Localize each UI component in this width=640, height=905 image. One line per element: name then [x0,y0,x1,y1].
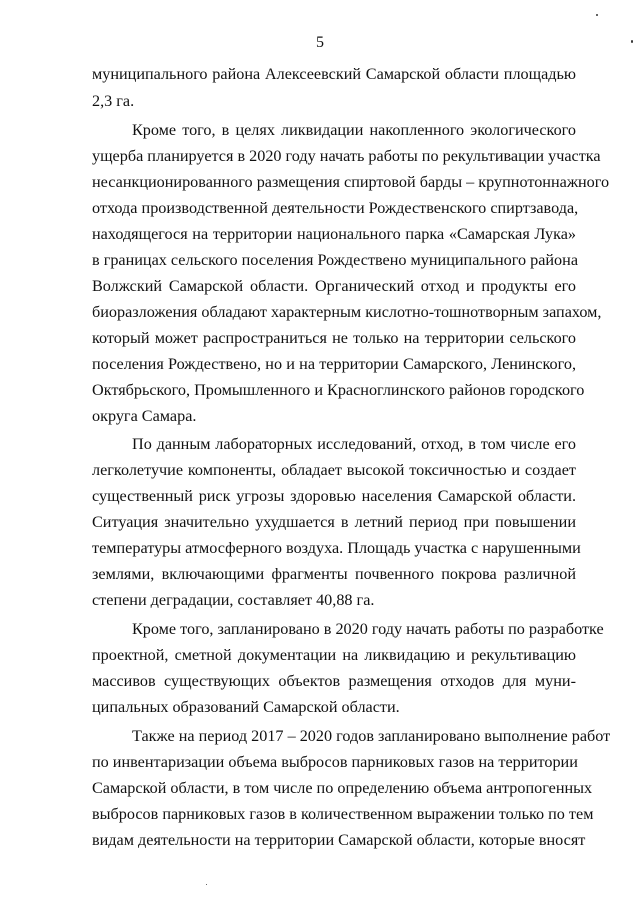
scan-speck [206,884,207,885]
text-line: степени деградации, составляет 40,88 га. [92,591,375,609]
page-number: 5 [316,34,324,51]
text-line: массивов существующих объектов размещения отходов для муни- [92,672,576,690]
text-line: округа Самара. [92,407,197,425]
paragraph-first-line: Также на период 2017 – 2020 годов запланировано выполнение работ [132,727,611,745]
text-line: поселения Рождествено, но и на территории Самарского, Ленинского, [92,355,576,373]
text-line: ципальных образований Самарской области. [92,698,400,716]
text-line: легколетучие компоненты, обладает высокой токсичностью и создает [92,461,576,479]
text-line: находящегося на территории национального парка «Самарская Лука» [92,225,576,243]
text-line: землями, включающими фрагменты почвенного покрова различной [92,565,576,583]
text-line: муниципального района Алексеевский Самарской области площадью [92,65,576,83]
text-line: выбросов парниковых газов в количественном выражении только по тем [92,805,594,823]
text-line: проектной, сметной документации на ликвидацию и рекультивацию [92,646,576,664]
text-line: Самарской области, в том числе по определению объема антропогенных [92,779,593,797]
text-line: по инвентаризации объема выбросов парниковых газов на территории [92,753,578,771]
text-line: ущерба планируется в 2020 году начать работы по рекультивации участка [92,147,601,165]
scan-speck [596,14,598,16]
text-line: несанкционированного размещения спиртовой барды – крупнотоннажного [92,173,610,191]
paragraph-first-line: Кроме того, запланировано в 2020 году начать работы по разработке [132,620,604,638]
text-line: который может распространиться не только на территории сельского [92,329,576,347]
text-line: видам деятельности на территории Самарской области, которые вносят [92,831,586,849]
paragraph-first-line: По данным лабораторных исследований, отход, в том числе его [132,435,576,453]
text-line: Ситуация значительно ухудшается в летний период при повышении [92,513,576,531]
text-line: Волжский Самарской области. Органический отход и продукты его [92,277,576,295]
text-line: Октябрьского, Промышленного и Красноглинского районов городского [92,381,585,399]
text-line: в границах сельского поселения Рождествено муниципального района [92,251,579,269]
text-line: существенный риск угрозы здоровью населения Самарской области. [92,487,576,505]
scan-speck [631,40,633,43]
paragraph-first-line: Кроме того, в целях ликвидации накопленного экологического [132,121,576,139]
text-line: 2,3 га. [92,92,135,110]
text-line: биоразложения обладают характерным кислотно-тошнотворным запахом, [92,303,602,321]
text-line: отхода производственной деятельности Рождественского спиртзавода, [92,199,579,217]
text-line: температуры атмосферного воздуха. Площадь участка с нарушенными [92,539,581,557]
